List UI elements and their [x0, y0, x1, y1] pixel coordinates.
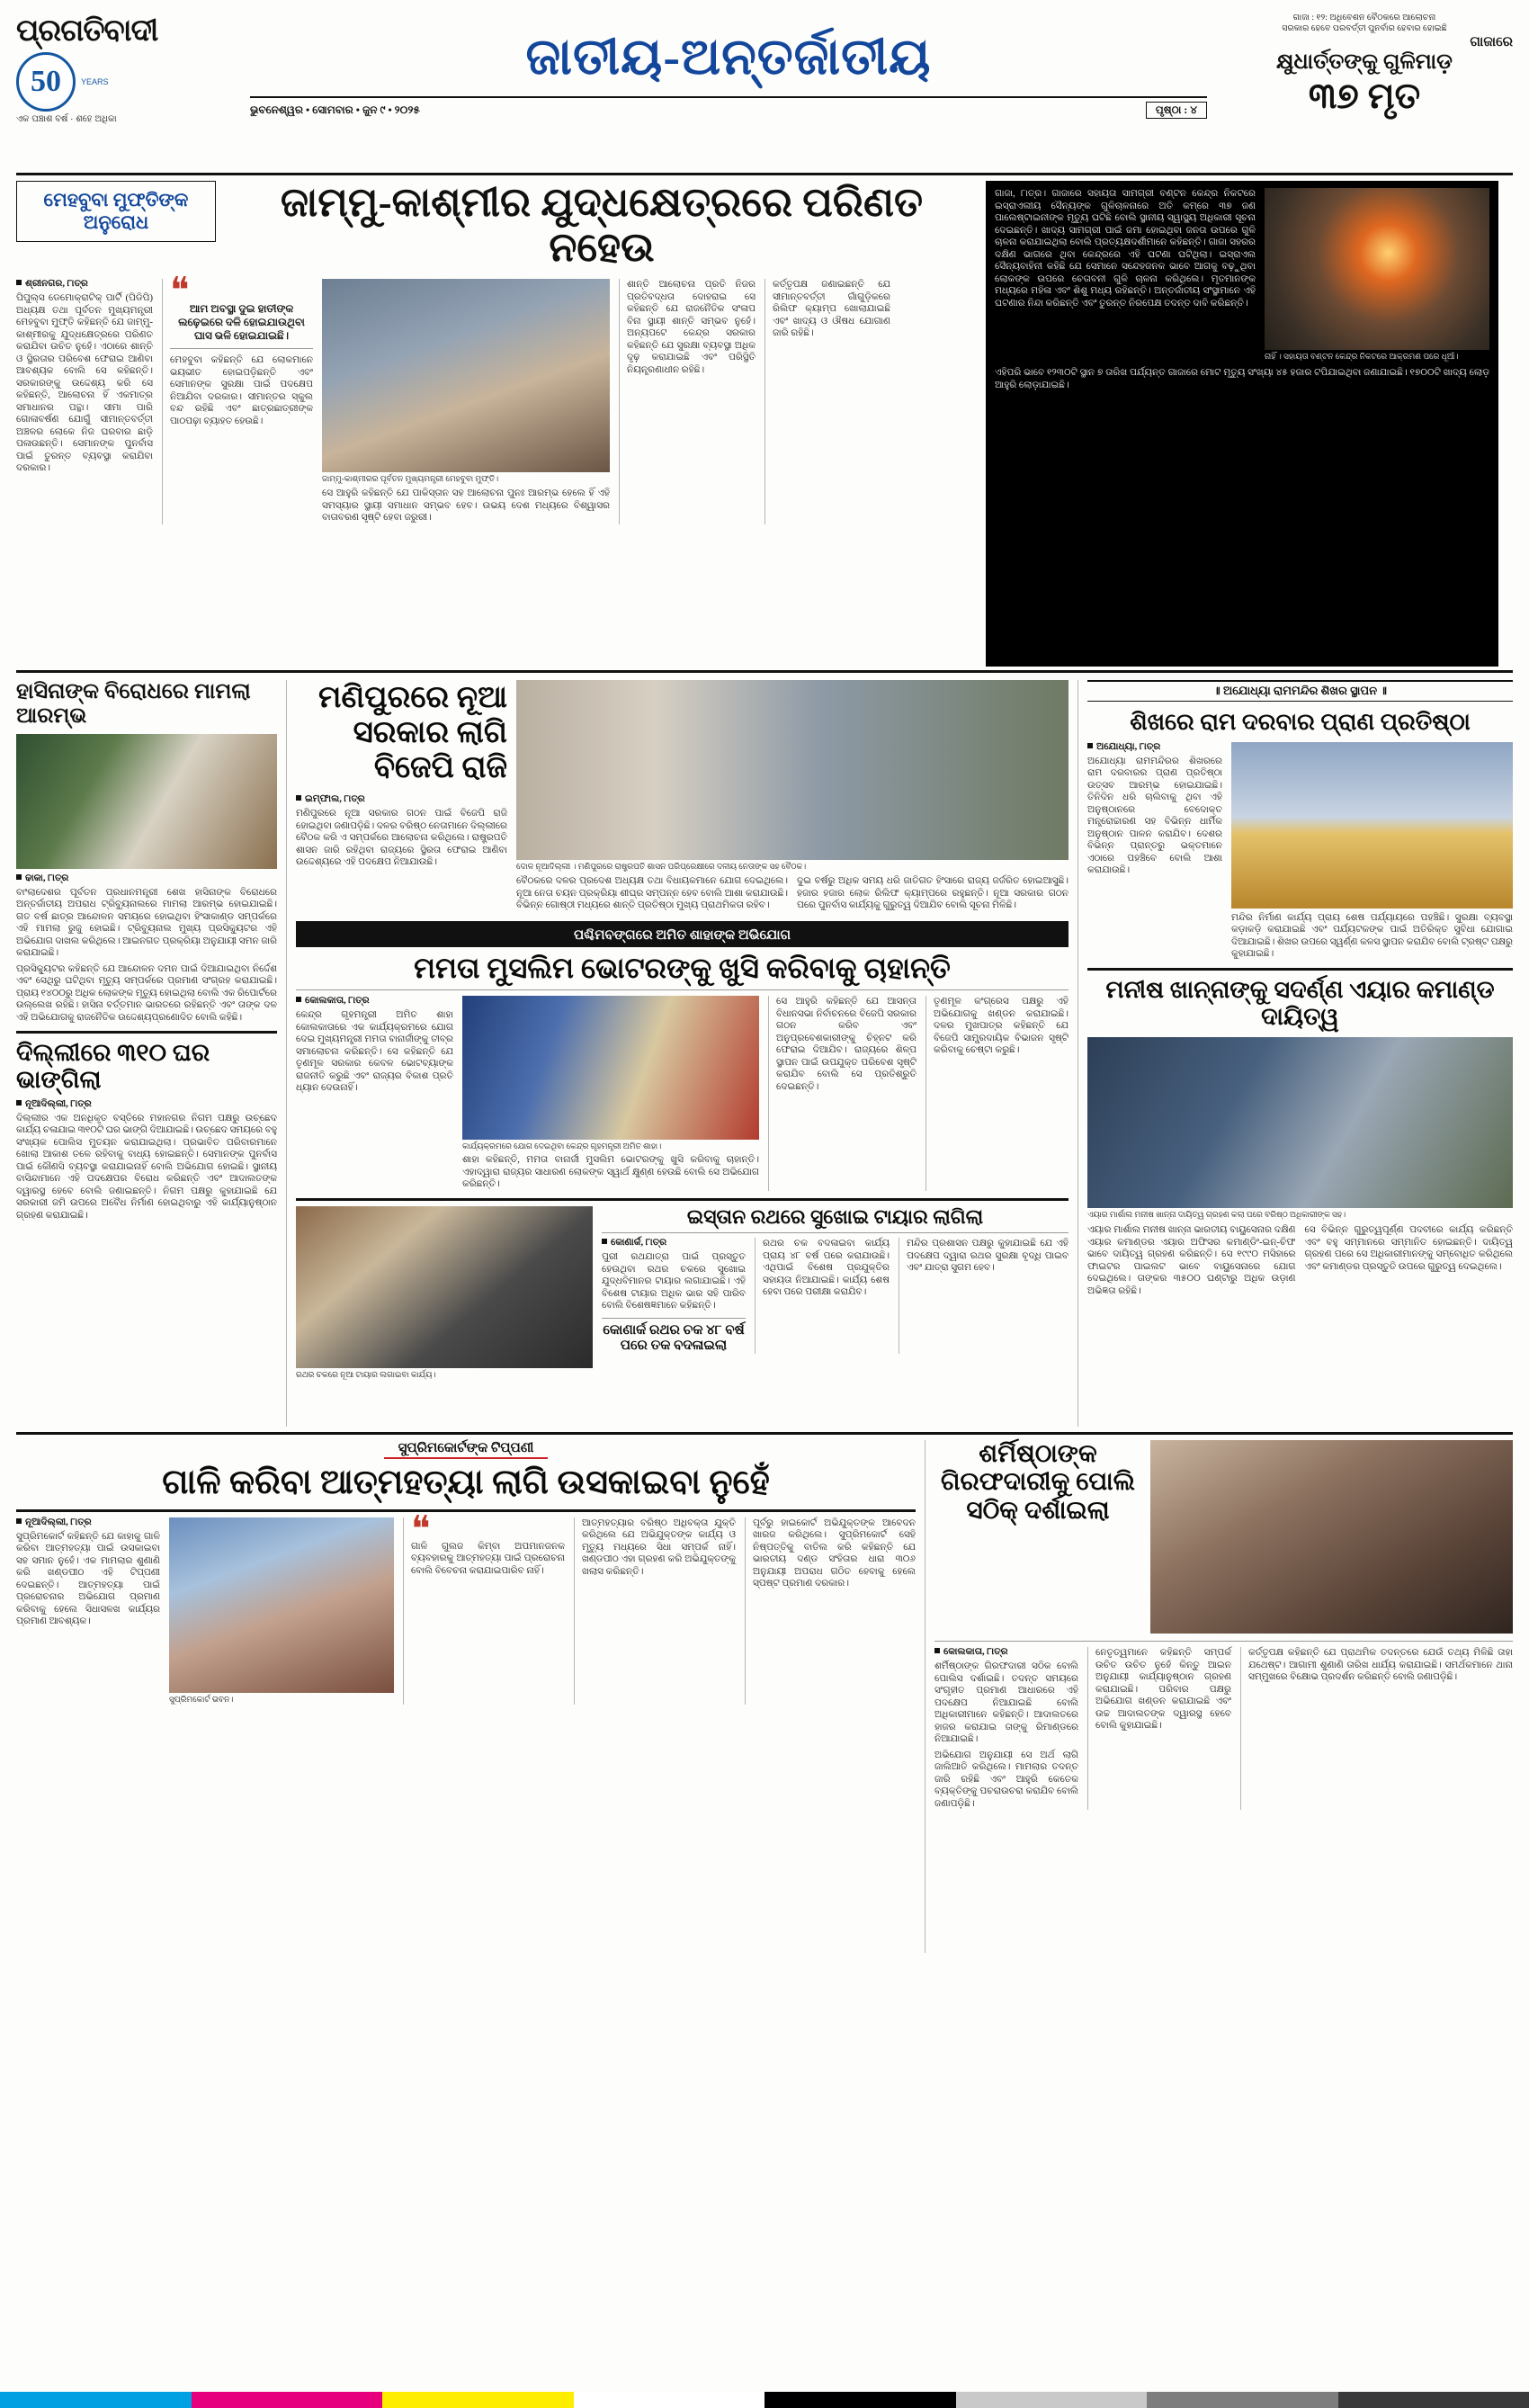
- ayodhya-kicker: ॥ ଅଯୋଧ୍ୟା ରାମମନ୍ଦିର ଶିଖର ସ୍ଥାପନ ॥: [1087, 680, 1513, 702]
- manipur-text-2: ବୈଠକରେ ଦଳର ପ୍ରଦେଶ ଅଧ୍ୟକ୍ଷ ତଥା ବିଧାୟକମାନେ ଯୋଗ ଦେଇଥିଲେ। ନୂଆ ନେତା ଚୟନ ପ୍ରକ୍ରିୟା ଶୀଘ୍ର ସମ୍ପନ୍ନ ହେବ ବୋଲି ଆଶା କରାଯାଉଛି। ବିଭିନ୍ନ ଗୋଷ୍ଠୀ ମଧ୍ୟରେ ଶାନ୍ତି ପ୍ରତିଷ୍ଠା ମୁଖ୍ୟ ପ୍ରାଥମିକତା ରହିବ।: [516, 876, 788, 910]
- sharmistha-text-1: ଶର୍ମିଷ୍ଠାଙ୍କ ଗିରଫଦାରୀ ସଠିକ ବୋଲି ପୋଲିସ ଦର୍ଶାଇଛି। ତଦନ୍ତ ସମୟରେ ସଂଗୃହୀତ ପ୍ରମାଣ ଆଧାରରେ ଏହି ପଦକ୍ଷେପ ନିଆଯାଇଛି ବୋଲି ଅଧିକାରୀମାନେ କହିଛନ୍ତି। ଆଦାଲତରେ ହାଜର କରାଯାଇ ତାଙ୍କୁ ରିମାଣ୍ଡରେ ନିଆଯାଇଛି।: [934, 1661, 1078, 1744]
- supreme-quote-icon: ❝: [411, 1508, 431, 1549]
- header-meta: [250, 102, 1207, 119]
- manipur-dateline: ଇମ୍ଫାଲ, ୮ାତ୍ର: [296, 794, 507, 805]
- ayodhya-dateline: ଅଯୋଧ୍ୟା, ୮ାତ୍ର: [1087, 742, 1222, 753]
- lead-column-1: [16, 279, 153, 524]
- hasina-photo: [16, 734, 277, 869]
- mamata-photo-caption: କାର୍ଯ୍ୟକ୍ରମରେ ଯୋଗ ଦେଇଥିବା କେନ୍ଦ୍ର ଗୃହମନ୍ତ୍ରୀ ଅମିତ ଶାହା।: [462, 1141, 662, 1151]
- publication-name: ପ୍ରଗତିବାଦୀ: [16, 14, 158, 48]
- lead-photo-block: [322, 279, 610, 524]
- tyre-text-1: ପୁରୀ ରଥଯାତ୍ରା ପାଇଁ ପ୍ରସ୍ତୁତ ହେଉଥିବା ରଥର ଚକରେ ସୁଖୋଇ ଯୁଦ୍ଧବିମାନର ଟାୟାର ଲଗାଯାଇଛି। ଏହି ବିଶେଷ ଟାୟାର ଅଧିକ ଭାର ସହି ପାରିବ ବୋଲି ବିଶେଷଜ୍ଞମାନେ କହିଛନ୍ତି।: [602, 1252, 746, 1311]
- mamata-text-3: ସେ ଆହୁରି କହିଛନ୍ତି ଯେ ଆସନ୍ତା ବିଧାନସଭା ନିର୍ବାଚନରେ ବିଜେପି ସରକାର ଗଠନ କରିବ ଏବଂ ଅନୁପ୍ରବେଶକାରୀଙ୍କୁ ଚିହ୍ନଟ କରି ଫେରାଇ ଦିଆଯିବ। ରାଜ୍ୟରେ ଶିଳ୍ପ ସ୍ଥାପନ ପାଇଁ ଉପଯୁକ୍ତ ପରିବେଶ ସୃଷ୍ଟି କରାଯିବ ବୋଲି ସେ ପ୍ରତିଶ୍ରୁତି ଦେଇଛନ୍ତି।: [776, 997, 917, 1092]
- left-divider: [16, 1031, 277, 1034]
- mamata-dateline: କୋଲକାତା, ୮ାତ୍ର: [296, 996, 453, 1007]
- gaza-story-panel: [986, 181, 1498, 667]
- gaza-label: ଗାଜାରେ: [1470, 35, 1513, 49]
- lead-text-5: କର୍ତ୍ତୃପକ୍ଷ ଜଣାଇଛନ୍ତି ଯେ ସୀମାନ୍ତବର୍ତ୍ତୀ ଗାଁଗୁଡ଼ିକରେ ରିଲିଫ କ୍ୟାମ୍ପ ଖୋଲାଯାଇଛି ଏବଂ ଖାଦ୍ୟ ଓ ଔଷଧ ଯୋଗାଣ ଜାରି ରହିଛି।: [773, 280, 890, 338]
- lead-left-region: [16, 181, 979, 667]
- supreme-story: [16, 1440, 916, 1953]
- delhi-dateline: ନୂଆଦିଲ୍ଲୀ, ୮ାତ୍ର: [16, 1099, 277, 1110]
- lead-photo: [322, 279, 610, 472]
- right-column: [1077, 680, 1513, 1427]
- color-bar-grey-mid: [1147, 2392, 1338, 2408]
- lead-column-4: [619, 279, 756, 524]
- masthead-bottom-rule: [16, 173, 1513, 175]
- badge-subtitle: ଏକ ପଞ୍ଚାଶ ବର୍ଷ · ଶହେ ଅଧିକା: [16, 114, 117, 124]
- color-bar-grey-dark: [1338, 2392, 1529, 2408]
- middle-band: [16, 680, 1513, 1427]
- sharmistha-dateline: କୋଲକାତା, ୮ାତ୍ର: [934, 1647, 1078, 1658]
- gaza-header: [1216, 13, 1513, 117]
- color-bar-white: [574, 2392, 765, 2408]
- manipur-text-1: ମଣିପୁରରେ ନୂଆ ସରକାର ଗଠନ ପାଇଁ ବିଜେପି ରାଜି ହୋଇଥିବା ଜଣାପଡ଼ିଛି। ଦଳର ବରିଷ୍ଠ ନେତାମାନେ ଦିଲ୍ଲୀରେ ବୈଠକ କରି ଏ ସମ୍ପର୍କରେ ଆଲୋଚନା କରିଥିଲେ। ରାଷ୍ଟ୍ରପତି ଶାସନ ଜାରି ରହିଥିବା ରାଜ୍ୟରେ ସ୍ଥିରତା ଫେରାଇ ଆଣିବା ଉଦ୍ଦେଶ୍ୟରେ ଏହି ପଦକ୍ଷେପ ନିଆଯାଉଛି।: [296, 809, 507, 868]
- manipur-headline: ମଣିପୁରରେ ନୂଆ ସରକାର ଲାଗି ବିଜେପି ରାଜି: [318, 681, 507, 785]
- lead-dateline: ଶ୍ରୀନଗର, ୮ାତ୍ର: [16, 279, 153, 290]
- place-date: ଭୁବନେଶ୍ୱର • ସୋମବାର • ଜୁନ ୯ • ୨୦୨୫: [250, 103, 420, 116]
- lead-sidebox-line2: ଅନୁରୋଧ: [83, 211, 149, 234]
- lead-headline: ଜାମ୍ମୁ-କାଶ୍ମୀର ଯୁଦ୍ଧକ୍ଷେତ୍ରରେ ପରିଣତ ନହେଉ: [280, 180, 924, 270]
- lead-sidebox-line1: ମେହବୁବା ମୁଫ୍ତିଙ୍କ: [43, 189, 189, 210]
- color-bar-grey-light: [956, 2392, 1148, 2408]
- gaza-kicker-2: ସରକାର ହେବେ ପରବର୍ତ୍ତୀ ପୁନର୍ବାର ହେବାର ହୋଇଛି: [1282, 23, 1447, 33]
- mamata-headline: ମମତା ମୁସଲିମ ଭୋଟରଙ୍କୁ ଖୁସି କରିବାକୁ ଚାହାନ୍ତି: [414, 951, 951, 984]
- lead-pullquote: ଆମ ଅବସ୍ଥା ଦୁଇ ହାତୀଙ୍କ ଲଢ଼େଇରେ ଦଳି ହୋଇଯାଉଥିବା ଘାସ ଭଳି ହୋଇଯାଇଛି।: [178, 302, 305, 342]
- tyre-photo: [296, 1206, 593, 1368]
- tyre-headline: ଇସ୍ତାନ ରଥରେ ସୁଖୋଇ ଟାୟାର ଲାଗିଲା: [686, 1204, 984, 1228]
- supreme-photo-caption: ସୁପ୍ରିମକୋର୍ଟ ଭବନ।: [169, 1694, 234, 1704]
- ayodhya-headline: ଶିଖରେ ରାମ ଦରବାର ପ୍ରାଣ ପ୍ରତିଷ୍ଠା: [1130, 708, 1471, 735]
- sharmistha-text-2: ଅଭିଯୋଗ ଅନୁଯାୟୀ ସେ ଅର୍ଥ ଲାଗି ଜାଲିଆତି କରିଥିଲେ। ମାମଲାର ତଦନ୍ତ ଜାରି ରହିଛି ଏବଂ ଆହୁରି କେତେକ ବ୍ୟକ୍ତିଙ୍କୁ ପଚରାଉଚରା କରାଯିବ ବୋଲି ଜଣାପଡ଼ିଛି।: [934, 1750, 1078, 1809]
- section-header: [250, 13, 1207, 119]
- supreme-quote: ଗାଳି ଗୁଲଜ କିମ୍ବା ଅପମାନଜନକ ବ୍ୟବହାରକୁ ଆତ୍ମହତ୍ୟା ପାଇଁ ପ୍ରରୋଚନା ବୋଲି ବିବେଚନା କରାଯାଇପାରିବ ନାହିଁ।: [411, 1541, 565, 1576]
- middle-bottom-rule: [16, 1432, 1513, 1435]
- tyre-dateline: କୋଣାର୍କ, ୮ାତ୍ର: [602, 1238, 746, 1249]
- masthead: [16, 13, 1513, 171]
- section-title: ଜାତୀୟ-ଅନ୍ତର୍ଜାତୀୟ: [525, 30, 932, 85]
- airforce-photo: [1087, 1037, 1513, 1208]
- airforce-headline: ମନୀଷ ଖାନ୍ନାଙ୍କୁ ସଦର୍ଣ୍ଣ ଏୟାର କମାଣ୍ଡ ଦାୟିତ୍ୱ: [1105, 975, 1495, 1030]
- manipur-photo: [516, 680, 1069, 860]
- sharmistha-text-3: ନେତୃତ୍ୱମାନେ କହିଛନ୍ତି ସମ୍ପର୍କ ଉଚିତ ଉଚିତ ନୁହେଁ କିନ୍ତୁ ଆଇନ ଅନୁଯାୟୀ କାର୍ଯ୍ୟାନୁଷ୍ଠାନ ଗ୍ରହଣ କରାଯାଇଛି। ପରିବାର ପକ୍ଷରୁ ଅଭିଯୋଗ ଖଣ୍ଡନ କରାଯାଇଛି ଏବଂ ଉଚ୍ଚ ଆଦାଲତଙ୍କ ଦ୍ୱାରସ୍ଥ ହେବେ ବୋଲି କୁହାଯାଇଛି।: [1095, 1648, 1231, 1731]
- supreme-text-3: ପୂର୍ବରୁ ହାଇକୋର୍ଟ ଅଭିଯୁକ୍ତଙ୍କ ଆବେଦନ ଖାରଜ କରିଥିଲେ। ସୁପ୍ରିମକୋର୍ଟ ସେହି ନିଷ୍ପତ୍ତିକୁ ବାତିଲ କରି କହିଛନ୍ତି ଯେ ଭାରତୀୟ ଦଣ୍ଡ ସଂହିତାର ଧାରା ୩୦୬ ଅନୁଯାୟୀ ଅପରାଧ ଗଠିତ ହେବାକୁ ହେଲେ ସ୍ପଷ୍ଟ ପ୍ରମାଣ ଦରକାର।: [753, 1517, 916, 1589]
- lead-text-1: ପିପୁଲ୍ସ ଡେମୋକ୍ରାଟିକ୍ ପାର୍ଟି (ପିଡିପି) ଅଧ୍ୟକ୍ଷ ତଥା ପୂର୍ବତନ ମୁଖ୍ୟମନ୍ତ୍ରୀ ମେହବୁବା ମୁଫ୍ତି କହିଛନ୍ତି ଯେ ଜାମ୍ମୁ-କାଶ୍ମୀରକୁ ଯୁଦ୍ଧକ୍ଷେତ୍ରରେ ପରିଣତ କରାଯିବା ଉଚିତ ନୁହେଁ। ଏଠାରେ ଶାନ୍ତି ଓ ସ୍ଥିରତାର ପରିବେଶ ଫେରାଇ ଆଣିବା ଆବଶ୍ୟକ ବୋଲି ସେ କହିଛନ୍ତି। ସରକାରଙ୍କୁ ଉଦ୍ଦେଶ୍ୟ କରି ସେ କହିଛନ୍ତି, ଆଲୋଚନା ହିଁ ଏକମାତ୍ର ସମାଧାନର ପନ୍ଥା। ସୀମା ପାରି ଗୋଳାବର୍ଷଣ ଯୋଗୁଁ ସୀମାନ୍ତବର୍ତ୍ତୀ ଅଞ୍ଚଳର ଲୋକେ ନିଜ ଘରବାର ଛାଡ଼ି ପଳାଉଛନ୍ତି। ସେମାନଙ୍କ ପୁନର୍ବାସ ପାଇଁ ତୁରନ୍ତ ବ୍ୟବସ୍ଥା କରାଯିବା ଦରକାର।: [16, 293, 153, 473]
- hasina-text-2: ପ୍ରସିକ୍ୟୁଟର କହିଛନ୍ତି ଯେ ଆନ୍ଦୋଳନ ଦମନ ପାଇଁ ଦିଆଯାଇଥିବା ନିର୍ଦ୍ଦେଶ ଏବଂ ସେଥିରୁ ଘଟିଥିବା ମୃତ୍ୟୁ ସମ୍ପର୍କରେ ପ୍ରମାଣ ସଂଗ୍ରହ କରାଯାଇଛି। ପ୍ରାୟ ୧୪୦୦ରୁ ଅଧିକ ଲୋକଙ୍କ ମୃତ୍ୟୁ ହୋଇଥିଲା ବୋଲି ଏକ ରିପୋର୍ଟରେ ଉଲ୍ଲେଖ ରହିଛି। ହାସିନା ବର୍ତ୍ତମାନ ଭାରତରେ ରହିଛନ୍ତି ଏବଂ ତାଙ୍କ ଦଳ ଏହି ଅଭିଯୋଗକୁ ରାଜନୈତିକ ଉଦ୍ଦେଶ୍ୟପ୍ରଣୋଦିତ ବୋଲି କହିଛି।: [16, 963, 277, 1023]
- ayodhya-text-2: ମନ୍ଦିର ନିର୍ମାଣ କାର୍ଯ୍ୟ ପ୍ରାୟ ଶେଷ ପର୍ଯ୍ୟାୟରେ ପହଞ୍ଚିଛି। ସୁରକ୍ଷା ବ୍ୟବସ୍ଥା କଡ଼ାକଡ଼ି କରାଯାଇଛି ଏବଂ ପର୍ଯ୍ୟଟକଙ୍କ ପାଇଁ ଅତିରିକ୍ତ ସୁବିଧା ଯୋଗାଇ ଦିଆଯାଇଛି। ଶିଖର ଉପରେ ସ୍ୱର୍ଣ୍ଣ କଳସ ସ୍ଥାପନ କରାଯିବ ବୋଲି ଟ୍ରଷ୍ଟ ପକ୍ଷରୁ କୁହାଯାଇଛି।: [1231, 912, 1513, 960]
- supreme-kicker: ସୁପ୍ରିମକୋର୍ଟଙ୍କ ଟିପ୍ପଣୀ: [384, 1441, 549, 1459]
- tyre-subheadline: କୋଣାର୍କ ରଥର ଚକ ୪୮ ବର୍ଷ ପରେ ତକ ବଦଳାଇଲା: [602, 1318, 746, 1354]
- hasina-text-1: ବାଂଲାଦେଶର ପୂର୍ବତନ ପ୍ରଧାନମନ୍ତ୍ରୀ ଶେଖ ହାସିନାଙ୍କ ବିରୋଧରେ ଅନ୍ତର୍ଜାତୀୟ ଅପରାଧ ଟ୍ରିବ୍ୟୁନାଲରେ ମାମଲା ଆରମ୍ଭ ହୋଇଯାଇଛି। ଗତ ବର୍ଷ ଛାତ୍ର ଆନ୍ଦୋଳନ ସମୟରେ ହୋଇଥିବା ହିଂସାକାଣ୍ଡ ସମ୍ପର୍କରେ ଏହି ମାମଲା ରୁଜୁ ହୋଇଛି। ଟ୍ରିବ୍ୟୁନାଲ ମୁଖ୍ୟ ପ୍ରସିକ୍ୟୁଟର ଏହି ଅଭିଯୋଗ ଦାଖଲ କରିଥିଲେ। ଆଇନଗତ ପ୍ରକ୍ରିୟା ଅନୁଯାୟୀ ସମନ ଜାରି କରାଯାଇଛି।: [16, 887, 277, 959]
- badge-number: 50: [16, 52, 76, 112]
- ayodhya-text-1: ଅଯୋଧ୍ୟା ରାମମନ୍ଦିରର ଶିଖରରେ ରାମ ଦରବାରର ପ୍ରାଣ ପ୍ରତିଷ୍ଠା ଉତ୍ସବ ଆରମ୍ଭ ହୋଇଯାଇଛି। ତିନିଦିନ ଧରି ଚାଲିବାକୁ ଥିବା ଏହି ଅନୁଷ୍ଠାନରେ ବେଦୋକ୍ତ ମନ୍ତ୍ରୋଚ୍ଚାରଣ ସହ ବିଭିନ୍ନ ଧାର୍ମିକ ଅନୁଷ୍ଠାନ ପାଳନ କରାଯିବ। ଦେଶର ବିଭିନ୍ନ ପ୍ରାନ୍ତରୁ ଭକ୍ତମାନେ ଏଠାରେ ପହଞ୍ଚିବେ ବୋଲି ଆଶା କରାଯାଉଛି।: [1087, 756, 1222, 876]
- color-bar-magenta: [192, 2392, 383, 2408]
- quote-icon: ❝: [170, 270, 190, 310]
- color-bar-yellow: [382, 2392, 574, 2408]
- lead-column-5: [764, 279, 890, 524]
- mamata-text-4: ତୃଣମୂଳ କଂଗ୍ରେସ ପକ୍ଷରୁ ଏହି ଅଭିଯୋଗକୁ ଖଣ୍ଡନ କରାଯାଇଛି। ଦଳର ମୁଖପାତ୍ର କହିଛନ୍ତି ଯେ ବିଜେପି ସାମ୍ପ୍ରଦାୟିକ ବିଭାଜନ ସୃଷ୍ଟି କରିବାକୁ ଚେଷ୍ଟା କରୁଛି।: [934, 997, 1069, 1056]
- gaza-subtext: ଏହିପରି ଭାବେ ୧୨୩୦ଟି ସ୍ଥାନ ୭ ତାରିଖ ପର୍ଯ୍ୟନ୍ତ ଗାଜାରେ ମୋଟ ମୃତ୍ୟୁ ସଂଖ୍ୟା ୪୫ ହଜାର ଟପିଯାଇଥିବା ଜଣାଯାଇଛି। ୧୭୦୦ଟି ଖାଦ୍ୟ ଲୋଡ଼ ଆହୁରି ଲୋଡ଼ାଯାଇଛି।: [995, 368, 1489, 390]
- supreme-text-2: ଆତ୍ମହତ୍ୟାର ବରିଷ୍ଠ ଅଧିବକ୍ତା ଯୁକ୍ତି କରିଥିଲେ ଯେ ଅଭିଯୁକ୍ତଙ୍କ କାର୍ଯ୍ୟ ଓ ମୃତ୍ୟୁ ମଧ୍ୟରେ ସିଧା ସମ୍ପର୍କ ନାହିଁ। ଖଣ୍ଡପୀଠ ଏହା ଗ୍ରହଣ କରି ଅଭିଯୁକ୍ତଙ୍କୁ ଖଲାସ କରିଛନ୍ତି।: [582, 1517, 736, 1577]
- gaza-photo: [1265, 188, 1489, 350]
- lead-column-2: [162, 270, 313, 524]
- mamata-text-2: ଶାହା କହିଛନ୍ତି, ମମତା ବାନାର୍ଜୀ ମୁସଲିମ ଭୋଟରଙ୍କୁ ଖୁସି କରିବାକୁ ଚାହାନ୍ତି। ଏହାଦ୍ୱାରା ରାଜ୍ୟର ସାଧାରଣ ଲୋକଙ୍କ ସ୍ୱାର୍ଥ କ୍ଷୁଣ୍ଣ ହେଉଛି ବୋଲି ସେ ଅଭିଯୋଗ କରିଛନ୍ତି।: [462, 1155, 759, 1190]
- supreme-dateline: ନୂଆଦିଲ୍ଲୀ, ୮ାତ୍ର: [16, 1517, 160, 1528]
- mamata-text-1: କେନ୍ଦ୍ର ଗୃହମନ୍ତ୍ରୀ ଅମିତ ଶାହା କୋଲକାତାରେ ଏକ କାର୍ଯ୍ୟକ୍ରମରେ ଯୋଗ ଦେଇ ମୁଖ୍ୟମନ୍ତ୍ରୀ ମମତା ବାନାର୍ଜୀଙ୍କୁ ତୀବ୍ର ସମାଲୋଚନା କରିଛନ୍ତି। ସେ କହିଛନ୍ତି ଯେ ତୃଣମୂଳ ସରକାର କେବଳ ଭୋଟବ୍ୟାଙ୍କ ରାଜନୀତି କରୁଛି ଏବଂ ରାଜ୍ୟର ବିକାଶ ପ୍ରତି ଧ୍ୟାନ ଦେଉନାହିଁ।: [296, 1010, 453, 1094]
- ayodhya-photo: [1231, 742, 1513, 909]
- delhi-text: ଦିଲ୍ଲୀର ଏକ ଅନଧିକୃତ ବସ୍ତିରେ ମହାନଗର ନିଗମ ପକ୍ଷରୁ ଉଚ୍ଛେଦ କାର୍ଯ୍ୟ ଚଳାଯାଇ ୩୧୦ଟି ଘର ଭାଙ୍ଗି ଦିଆଯାଇଛି। ଉଚ୍ଛେଦ ସମୟରେ ବହୁ ସଂଖ୍ୟକ ପୋଲିସ ମୁତୟନ କରାଯାଇଥିଲା। ପ୍ରଭାବିତ ପରିବାରମାନେ ଖୋଲା ଆକାଶ ତଳେ ରହିବାକୁ ବାଧ୍ୟ ହୋଇଛନ୍ତି। ସେମାନଙ୍କ ପୁନର୍ବାସ ପାଇଁ କୌଣସି ବ୍ୟବସ୍ଥା କରାଯାଇନାହିଁ ବୋଲି ଅଭିଯୋଗ ହୋଇଛି। ସ୍ଥାନୀୟ ବାସିନ୍ଦାମାନେ ଏହି ପଦକ୍ଷେପର ବିରୋଧ କରିଛନ୍ତି ଏବଂ ଆଦାଲତଙ୍କ ଦ୍ୱାରସ୍ଥ ହେବେ ବୋଲି ଜଣାଇଛନ୍ତି। ନିଗମ ପକ୍ଷରୁ କୁହାଯାଇଛି ଯେ ସରକାରୀ ଜମି ଉପରେ ଅବୈଧ ନିର୍ମାଣ ହୋଇଥିବାରୁ ଏହି କାର୍ଯ୍ୟାନୁଷ୍ଠାନ ଗ୍ରହଣ କରାଯାଇଛି।: [16, 1113, 278, 1221]
- sharmistha-headline: ଶର୍ମିଷ୍ଠାଙ୍କ ଗିରଫଦାରୀକୁ ପୋଲି ସଠିକ୍ ଦର୍ଶାଇଲା: [941, 1440, 1135, 1525]
- airforce-text-1: ଏୟାର ମାର୍ଶାଲ ମନୀଷ ଖାନ୍ନା ଭାରତୀୟ ବାୟୁସେନାର ଦକ୍ଷିଣ ଏୟାର କମାଣ୍ଡର ଏୟାର ଅଫିସର କମାଣ୍ଡିଂ-ଇନ୍-ଚିଫ ଭାବେ ଦାୟିତ୍ୱ ଗ୍ରହଣ କରିଛନ୍ତି। ସେ ୧୯୯୦ ମସିହାରେ ଫାଇଟର ପାଇଲଟ ଭାବେ ବାୟୁସେନାରେ ଯୋଗ ଦେଇଥିଲେ। ତାଙ୍କର ୩୫୦୦ ଘଣ୍ଟାରୁ ଅଧିକ ଉଡ଼ାଣ ଅଭିଜ୍ଞତା ରହିଛି।: [1087, 1225, 1296, 1296]
- center-column: [286, 680, 1069, 1427]
- page-number: ପୃଷ୍ଠା : ୪: [1146, 102, 1207, 119]
- mamata-photo: [462, 996, 759, 1140]
- manipur-text-3: ଦୁଇ ବର୍ଷରୁ ଅଧିକ ସମୟ ଧରି ଜାତିଗତ ହିଂସାରେ ରାଜ୍ୟ ଜର୍ଜରିତ ହୋଇଆସୁଛି। ହଜାର ହଜାର ଲୋକ ରିଲିଫ କ୍ୟାମ୍ପରେ ରହୁଛନ୍ତି। ନୂଆ ସରକାର ଗଠନ ପରେ ପୁନର୍ବାସ କାର୍ଯ୍ୟକୁ ଗୁରୁତ୍ୱ ଦିଆଯିବ ବୋଲି ସୂଚନା ମିଳିଛି।: [797, 876, 1069, 910]
- supreme-headline: ଗାଳି କରିବା ଆତ୍ମହତ୍ୟା ଲାଗି ଉସକାଇବା ନୁହେଁ: [162, 1464, 770, 1501]
- supreme-text-1: ସୁପ୍ରିମକୋର୍ଟ କହିଛନ୍ତି ଯେ କାହାକୁ ଗାଳି କରିବା ଆତ୍ମହତ୍ୟା ପାଇଁ ଉସକାଇବା ସହ ସମାନ ନୁହେଁ। ଏକ ମାମଲାର ଶୁଣାଣି କରି ଖଣ୍ଡପୀଠ ଏହି ଟିପ୍ପଣୀ ଦେଇଛନ୍ତି। ଆତ୍ମହତ୍ୟା ପାଇଁ ପ୍ରରୋଚନାର ଅଭିଯୋଗ ପ୍ରମାଣ କରିବାକୁ ହେଲେ ସିଧାସଳଖ କାର୍ଯ୍ୟର ପ୍ରମାଣ ଆବଶ୍ୟକ।: [16, 1531, 160, 1627]
- gaza-kicker: ଗାଜା : ୧୨: ଅଧିବେଶନ ବୈଠକରେ ଆଲୋଚନା: [1292, 13, 1436, 22]
- gaza-headline-1: କ୍ଷୁଧାର୍ତ୍ତଙ୍କୁ ଗୁଳିମାଡ଼: [1276, 50, 1453, 74]
- left-column: [16, 680, 277, 1427]
- badge-years: YEARS: [81, 76, 109, 86]
- airforce-photo-caption: ଏୟାର ମାର୍ଶାଲ ମନୀଷ ଖାନ୍ନା ଦାୟିତ୍ୱ ଗ୍ରହଣ କଲା ପରେ ବରିଷ୍ଠ ଅଧିକାରୀଙ୍କ ସହ।: [1087, 1210, 1346, 1220]
- lead-sidebox: [16, 181, 216, 242]
- lead-text-2: ମେହବୁବା କହିଛନ୍ତି ଯେ ଲୋକମାନେ ଭୟଭୀତ ହୋଇପଡ଼ିଛନ୍ତି ଏବଂ ସେମାନଙ୍କ ସୁରକ୍ଷା ପାଇଁ ପଦକ୍ଷେପ ନିଆଯିବା ଦରକାର। ସୀମାନ୍ତର ସ୍କୁଲ ବନ୍ଦ ରହିଛି ଏବଂ ଛାତ୍ରଛାତ୍ରୀଙ୍କ ପାଠପଢ଼ା ବ୍ୟାହତ ହେଉଛି।: [170, 355, 313, 426]
- lead-story-block: [16, 181, 1513, 667]
- hasina-headline: ହାସିନାଙ୍କ ବିରୋଧରେ ମାମଲା ଆରମ୍ଭ: [16, 680, 251, 728]
- print-registration-bars: [0, 2392, 1529, 2408]
- gaza-photo-caption: ନାହିଁ । ସହାୟତା ବଣ୍ଟନ କେନ୍ଦ୍ର ନିକଟରେ ଆକ୍ରମଣ ପରେ ଧୂଆଁ।: [1265, 352, 1459, 361]
- manipur-photo-caption: ଦୋଳ ନୂଆଦିଲ୍ଲୀ । ମଣିପୁରରେ ରାଷ୍ଟ୍ରପତି ଶାସନ ପରିପ୍ରେକ୍ଷୀରେ ଦଳୀୟ ନେତାଙ୍କ ସହ ବୈଠକ।: [516, 862, 807, 871]
- color-bar-black: [764, 2392, 956, 2408]
- lead-text-3: ସେ ଆହୁରି କହିଛନ୍ତି ଯେ ପାକିସ୍ତାନ ସହ ଆଲୋଚନା ପୁନଃ ଆରମ୍ଭ ହେଲେ ହିଁ ଏହି ସମସ୍ୟାର ସ୍ଥାୟୀ ସମାଧାନ ସମ୍ଭବ ହେବ। ଉଭୟ ଦେଶ ମଧ୍ୟରେ ବିଶ୍ୱାସର ବାତାବରଣ ସୃଷ୍ଟି ହେବା ଜରୁରୀ।: [322, 488, 610, 523]
- tyre-text-2: ରଥର ଚକ ବଦଳାଇବା କାର୍ଯ୍ୟ ପ୍ରାୟ ୪୮ ବର୍ଷ ପରେ କରାଯାଉଛି। ଏଥିପାଇଁ ବିଶେଷ ପ୍ରଯୁକ୍ତିର ସହାୟତା ନିଆଯାଇଛି। କାର୍ଯ୍ୟ ଶେଷ ହେବା ପରେ ପରୀକ୍ଷା କରାଯିବ।: [763, 1239, 890, 1298]
- supreme-photo: [169, 1517, 394, 1693]
- lead-photo-caption: ଜାମ୍ମୁ-କାଶ୍ମୀରର ପୂର୍ବତନ ମୁଖ୍ୟମନ୍ତ୍ରୀ ମେହବୁବା ମୁଫ୍ତି।: [322, 474, 499, 483]
- bottom-band: [16, 1440, 1513, 1953]
- header-rule: [250, 96, 1207, 98]
- lead-bottom-rule: [16, 670, 1513, 673]
- gaza-text: ଗାଜା, ୮ାତ୍ର। ଗାଜାରେ ସହାୟତା ସାମଗ୍ରୀ ବଣ୍ଟନ କେନ୍ଦ୍ର ନିକଟରେ ଇସ୍ରାଏଲୀୟ ସୈନ୍ୟଙ୍କ ଗୁଳିଚାଳନାରେ ଅତି କମ୍‌ରେ ୩୭ ଜଣ ପାଲେଷ୍ଟାଇନୀଙ୍କ ମୃତ୍ୟୁ ଘଟିଛି ବୋଲି ସ୍ଥାନୀୟ ସ୍ୱାସ୍ଥ୍ୟ ଅଧିକାରୀ ସୂଚନା ଦେଇଛନ୍ତି। ଖାଦ୍ୟ ସାମଗ୍ରୀ ପାଇଁ ଜମା ହୋଇଥିବା ଜନତା ଉପରେ ଗୁଳି ଚାଳନା କରାଯାଇଥିଲା ବୋଲି ପ୍ରତ୍ୟକ୍ଷଦର୍ଶୀମାନେ କହିଛନ୍ତି। ଗାଜା ସହରର ଦକ୍ଷିଣ ଭାଗରେ ଥିବା କେନ୍ଦ୍ରରେ ଏହି ଘଟଣା ଘଟିଥିଲା। ଇସ୍ରାଏଲ ସୈନ୍ୟବାହିନୀ କହିଛି ଯେ ସେମାନେ ସନ୍ଦେହଜନକ ଭାବେ ଆଗକୁ ବଢ଼ୁଥିବା ଲୋକଙ୍କ ଉପରେ ଚେତାବନୀ ଗୁଳି ଚାଳନା କରିଥିଲେ। ମୃତମାନଙ୍କ ମଧ୍ୟରେ ମହିଳା ଏବଂ ଶିଶୁ ମଧ୍ୟ ରହିଛନ୍ତି। ଅନ୍ତର୍ଜାତୀୟ ସଂସ୍ଥାମାନେ ଏହି ଘଟଣାର ନିନ୍ଦା କରିଛନ୍ତି ଏବଂ ତୁରନ୍ତ ନିରପେକ୍ଷ ତଦନ୍ତ ଦାବି କରିଛନ୍ତି।: [995, 189, 1256, 309]
- airforce-text-2: ସେ ବିଭିନ୍ନ ଗୁରୁତ୍ୱପୂର୍ଣ୍ଣ ପଦବୀରେ କାର୍ଯ୍ୟ କରିଛନ୍ତି ଏବଂ ବହୁ ସମ୍ମାନରେ ସମ୍ମାନିତ ହୋଇଛନ୍ତି। ଦାୟିତ୍ୱ ଗ୍ରହଣ ପରେ ସେ ଅଧିକାରୀମାନଙ୍କୁ ସମ୍ବୋଧିତ କରିଥିଲେ ଏବଂ କମାଣ୍ଡର ପ୍ରସ୍ତୁତି ଉପରେ ଗୁରୁତ୍ୱ ଦେଇଥିଲେ।: [1304, 1225, 1513, 1272]
- anniversary-badge: [16, 52, 241, 112]
- hasina-dateline: ଢାକା, ୮ାତ୍ର: [16, 873, 277, 884]
- mamata-kicker: ପଶ୍ଚିମବଙ୍ଗରେ ଅମିତ ଶାହାଙ୍କ ଅଭିଯୋଗ: [296, 924, 1069, 947]
- sharmistha-photo: [1150, 1440, 1513, 1634]
- gaza-headline-2: ୩୭ ମୃତ: [1308, 76, 1421, 116]
- lead-text-4: ଶାନ୍ତି ଆଲୋଚନା ପ୍ରତି ନିଜର ପ୍ରତିବଦ୍ଧତା ଦୋହରାଇ ସେ କହିଛନ୍ତି ଯେ ରାଜନୈତିକ ସଂଳାପ ବିନା ସ୍ଥାୟୀ ଶାନ୍ତି ସମ୍ଭବ ନୁହେଁ। ଅନ୍ୟପଟେ କେନ୍ଦ୍ର ସରକାର କହିଛନ୍ତି ଯେ ସୁରକ୍ଷା ବ୍ୟବସ୍ଥା ଅଧିକ ଦୃଢ଼ କରାଯାଇଛି ଏବଂ ପରିସ୍ଥିତି ନିୟନ୍ତ୍ରଣାଧୀନ ରହିଛି।: [627, 280, 756, 375]
- publication-logo[interactable]: [16, 13, 241, 124]
- delhi-headline: ଦିଲ୍ଲୀରେ ୩୧୦ ଘର ଭାଙ୍ଗିଲା: [16, 1039, 210, 1094]
- tyre-text-3: ମନ୍ଦିର ପ୍ରଶାସନ ପକ୍ଷରୁ କୁହାଯାଇଛି ଯେ ଏହି ପଦକ୍ଷେପ ଦ୍ୱାରା ରଥର ସୁରକ୍ଷା ବୃଦ୍ଧି ପାଇବ ଏବଂ ଯାତ୍ରା ସୁଗମ ହେବ।: [907, 1239, 1069, 1274]
- sharmistha-story: [925, 1440, 1513, 1953]
- tyre-photo-caption: ରଥର ଚକରେ ନୂଆ ଟାୟାର ଲଗାଇବା କାର୍ଯ୍ୟ।: [296, 1369, 436, 1379]
- sharmistha-text-4: କର୍ତ୍ତୃପକ୍ଷ କହିଛନ୍ତି ଯେ ପ୍ରାଥମିକ ତଦନ୍ତରେ ଯେଉଁ ତଥ୍ୟ ମିଳିଛି ତାହା ଯଥେଷ୍ଟ। ଆଗାମୀ ଶୁଣାଣି ତାରିଖ ଧାର୍ଯ୍ୟ କରାଯାଇଛି। ସମର୍ଥକମାନେ ଥାନା ସମ୍ମୁଖରେ ବିକ୍ଷୋଭ ପ୍ରଦର୍ଶନ କରିଛନ୍ତି ବୋଲି ଜଣାପଡ଼ିଛି।: [1248, 1648, 1513, 1682]
- color-bar-cyan: [0, 2392, 192, 2408]
